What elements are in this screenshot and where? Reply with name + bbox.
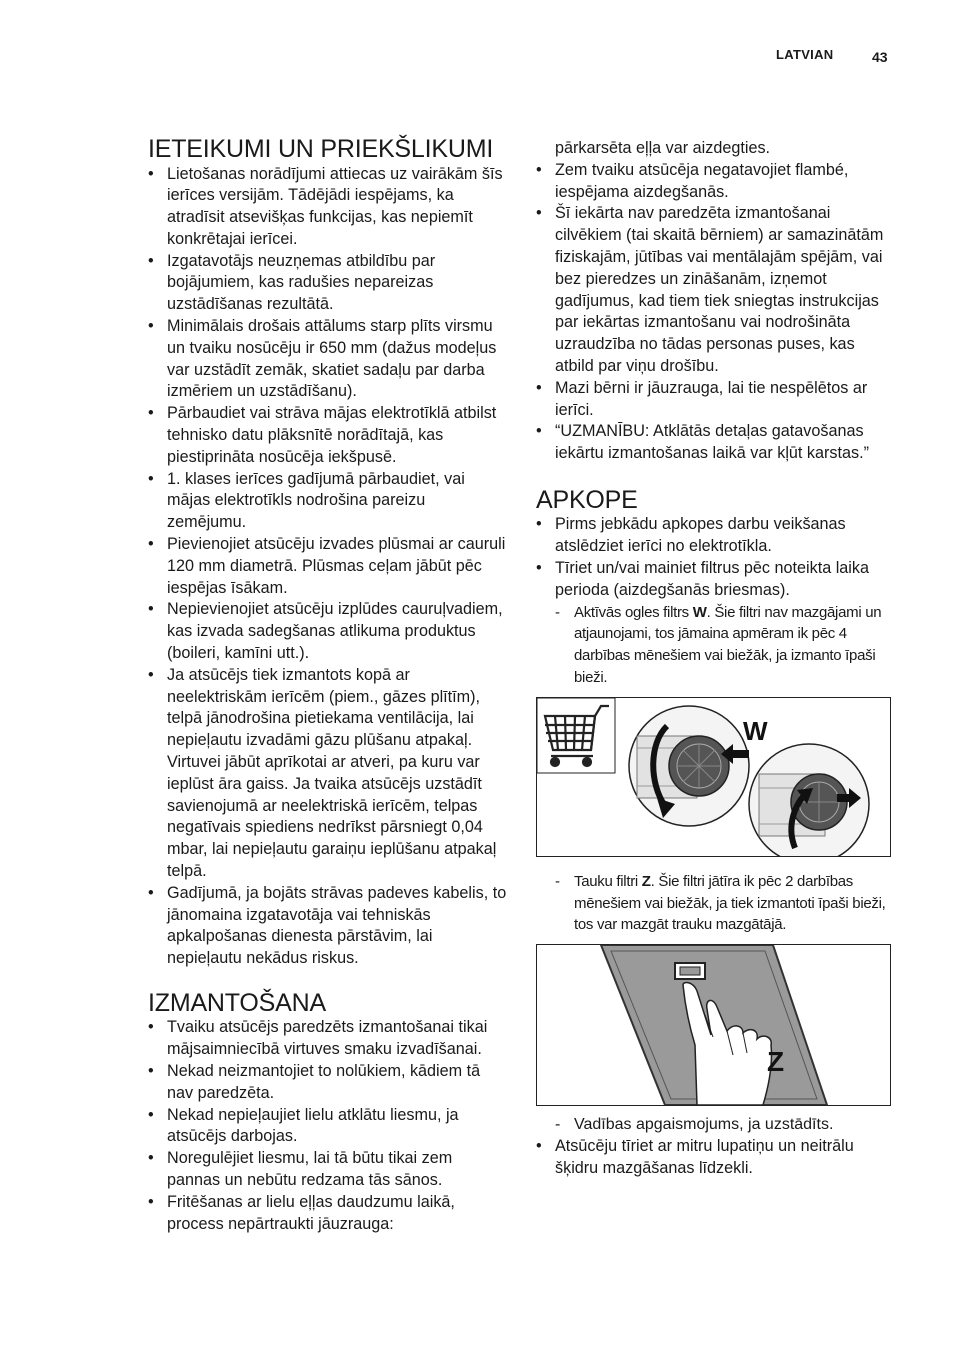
list-item: • Fritēšanas ar lielu eļļas daudzumu laikā, process nepārtraukti jāuzrauga: xyxy=(148,1192,508,1236)
list-item: • Noregulējiet liesmu, lai tā būtu tikai zem pannas un nebūtu redzama tās sānos. xyxy=(148,1148,508,1192)
filter-removal-detail xyxy=(629,706,749,826)
header-language: LATVIAN xyxy=(776,47,834,62)
lighting-note: - Vadības apgaismojums, ja uzstādīts. xyxy=(536,1114,896,1136)
carbon-filter-figure xyxy=(536,697,891,857)
list-item: • Mazi bērni ir jāuzrauga, lai tie nespēlētos ar ierīci. xyxy=(536,378,896,422)
continuation-text: pārkarsēta eļļa var aizdegties. xyxy=(555,139,771,157)
carbon-filter-text: . Šie filtri nav mazgājami un atjaunojami, tos jāmaina apmēram ik pēc 4 darbības mēnešiem vai biežāk, ja izmanto īpaši bieži. xyxy=(574,603,882,687)
section-title-tips: IETEIKUMI UN PRIEKŠLIKUMI xyxy=(148,135,494,163)
figure-label-w: W xyxy=(743,715,768,746)
list-item: • Minimālais drošais attālums starp plīts virsmu un tvaiku nosūcēju ir 650 mm (dažus modeļus var uzstādīt zemāk, skatiet sadaļu par darba izmēriem un uzstādīšanu). xyxy=(148,316,508,403)
figure-label-z: Z xyxy=(767,1046,785,1078)
carbon-filter-letter: W xyxy=(692,603,707,621)
list-item: • Zem tvaiku atsūcēja negatavojiet flambé, iespējama aizdegšanās. xyxy=(536,160,896,204)
grease-filter-prefix: Tauku filtri xyxy=(574,872,642,890)
right-column xyxy=(536,138,896,1180)
filter-install-detail xyxy=(749,744,869,856)
list-item: • Gadījumā, ja bojāts strāvas padeves kabelis, to jānomaina izgatavotāja vai tehniskās apkalpošanas dienesta pārstāvim, lai nepieļautu nekādus riskus. xyxy=(148,883,508,970)
grease-filter-figure xyxy=(536,944,891,1106)
tips-list xyxy=(148,164,508,970)
list-item: • Ja atsūcējs tiek izmantots kopā ar neelektriskām ierīcēm (piem., gāzes plītīm), telpā jānodrošina pietiekama ventilācija, lai nepieļautu izvadāmi gāzu plūšanu atpakaļ. Virtuvei jābūt aprīkotai ar atveri, pa kuru var ieplūst āra gaiss. Ja tvaika atsūcējs uzstādīt savienojumā ar neelektriskā ierīcēm, telpas negatīvais spiediens nedrīkst pārsniegt 0,04 mbar, lai nepieļautu garaiņu ieplūšanu atpakaļ telpā. xyxy=(148,665,508,883)
final-list xyxy=(536,1136,896,1180)
section-title-usage: IZMANTOŠANA xyxy=(148,988,326,1017)
maintenance-list xyxy=(536,514,896,601)
grease-filter-note xyxy=(536,871,896,936)
left-column xyxy=(148,136,508,1235)
list-item: • Pārbaudiet vai strāva mājas elektrotīklā atbilst tehnisko datu plāksnītē norādītajā, kas piestiprināta nosūcēja iekšpusē. xyxy=(148,403,508,468)
grease-filter-text: . Šie filtri jātīra ik pēc 2 darbības mēnešiem vai biežāk, ja tiek izmantoti īpaši bieži, tos var mazgāt trauku mazgātājā. xyxy=(574,872,886,934)
list-item: • Tvaiku atsūcējs paredzēts izmantošanai tikai mājsaimniecībā virtuves smaku izvadīšanai. xyxy=(148,1017,508,1061)
carbon-filter-illustration xyxy=(537,698,890,856)
usage-list-continued xyxy=(536,160,896,465)
grease-filter-illustration xyxy=(537,945,890,1105)
list-item: • Pievienojiet atsūcēju izvades plūsmai ar cauruli 120 mm diametrā. Plūsmas ceļam jābūt pēc iespējas īsākam. xyxy=(148,534,508,599)
list-item: • Pirms jebkādu apkopes darbu veikšanas atslēdziet ierīci no elektrotīkla. xyxy=(536,514,896,558)
list-item: • Šī iekārta nav paredzēta izmantošanai cilvēkiem (tai skaitā bērniem) ar samazinātām fiziskajām, jūtības vai mentālajām spējām, vai bez pieredzes un zināšanām, izņemot gadījumus, kad tiem tiek sniegtas instrukcijas par iekārtas izmantošanu vai nodrošināta uzraudzība no tādas personas puses, kas atbild par viņu drošību. xyxy=(536,203,896,377)
list-item: • “UZMANĪBU: Atklātās detaļas gatavošanas iekārtu izmantošanas laikā var kļūt karstas.” xyxy=(536,421,896,465)
page-number: 43 xyxy=(872,49,888,65)
section-title-maintenance: APKOPE xyxy=(536,485,638,514)
grease-filter-letter: Z xyxy=(641,872,651,890)
list-item: • Tīriet un/vai mainiet filtrus pēc noteikta laika perioda (aizdegšanās briesmas). xyxy=(536,558,896,602)
list-item: • 1. klases ierīces gadījumā pārbaudiet, vai mājas elektrotīkls nodrošina pareizu zemējumu. xyxy=(148,469,508,534)
usage-list xyxy=(148,1017,508,1235)
list-item: • Izgatavotājs neuzņemas atbildību par bojājumiem, kas radušies nepareizas uzstādīšanas rezultātā. xyxy=(148,251,508,316)
list-item: • Lietošanas norādījumi attiecas uz vairākām šīs ierīces versijām. Tādējādi iespējams, ka atradīsit atsevišķas funkcijas, kas nepiemīt konkrētajai ierīcei. xyxy=(148,164,508,251)
carbon-filter-prefix: Aktīvās ogles filtrs xyxy=(574,603,693,621)
carbon-filter-note xyxy=(536,602,896,689)
list-item: • Nekad nepieļaujiet lielu atklātu liesmu, ja atsūcējs darbojas. xyxy=(148,1105,508,1149)
list-item: • Atsūcēju tīriet ar mitru lupatiņu un neitrālu šķidru mazgāšanas līdzekli. xyxy=(536,1136,896,1180)
list-item: • Nekad neizmantojiet to nolūkiem, kādiem tā nav paredzēta. xyxy=(148,1061,508,1105)
list-item: • Nepievienojiet atsūcēju izplūdes cauruļvadiem, kas izvada sadegšanas atlikuma produktus (boileri, kamīni utt.). xyxy=(148,599,508,664)
